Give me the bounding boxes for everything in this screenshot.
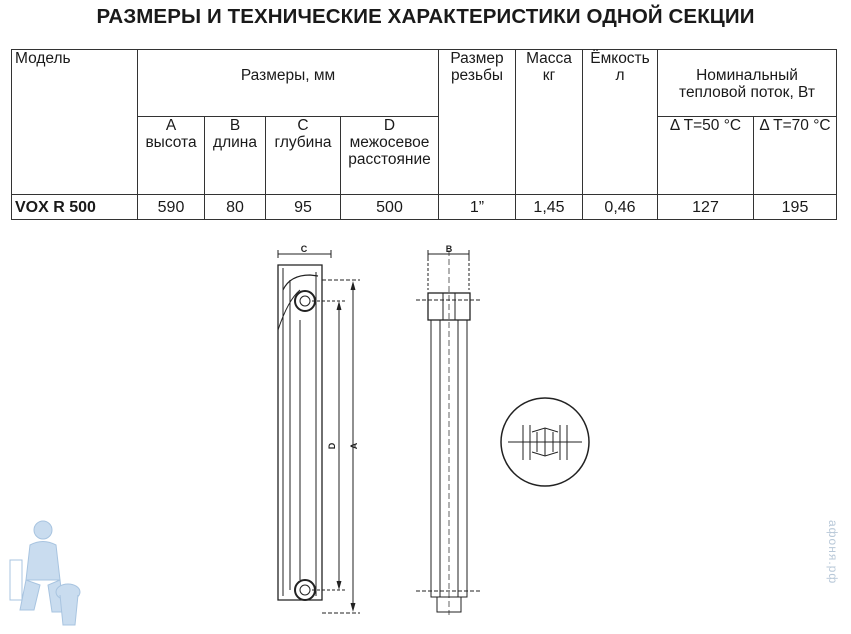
label-b: B [445, 244, 453, 254]
cell-dt50: 127 [658, 195, 754, 220]
cell-a: 590 [138, 195, 205, 220]
label-c: C [300, 244, 308, 254]
cell-model: VOX R 500 [12, 195, 138, 220]
thread-detail [501, 398, 589, 486]
label-a: A [349, 442, 359, 450]
label-d: D [327, 442, 337, 450]
cell-thread: 1” [439, 195, 516, 220]
side-view [278, 250, 360, 613]
cell-dt70: 195 [754, 195, 837, 220]
plumber-logo [10, 521, 80, 625]
header-heat-flow: Номинальный тепловой поток, Вт [658, 50, 837, 117]
header-b: B длина [205, 117, 266, 195]
header-thread: Размер резьбы [439, 50, 516, 195]
cell-c: 95 [266, 195, 341, 220]
header-mass: Масса кг [516, 50, 583, 195]
front-view [416, 250, 482, 615]
cell-capacity: 0,46 [583, 195, 658, 220]
header-dt50: Δ T=50 °C [658, 117, 754, 195]
header-d: D межосевое расстояние [341, 117, 439, 195]
header-dt70: Δ T=70 °C [754, 117, 837, 195]
cell-d: 500 [341, 195, 439, 220]
header-c: C глубина [266, 117, 341, 195]
watermark-text: афоня.рф [826, 520, 840, 585]
header-a: A высота [138, 117, 205, 195]
page-title: РАЗМЕРЫ И ТЕХНИЧЕСКИЕ ХАРАКТЕРИСТИКИ ОДНОЙ СЕКЦИИ [96, 5, 755, 28]
header-capacity: Ёмкость л [583, 50, 658, 195]
cell-b: 80 [205, 195, 266, 220]
header-model: Модель [12, 50, 138, 195]
cell-mass: 1,45 [516, 195, 583, 220]
header-dimensions: Размеры, мм [138, 50, 439, 117]
